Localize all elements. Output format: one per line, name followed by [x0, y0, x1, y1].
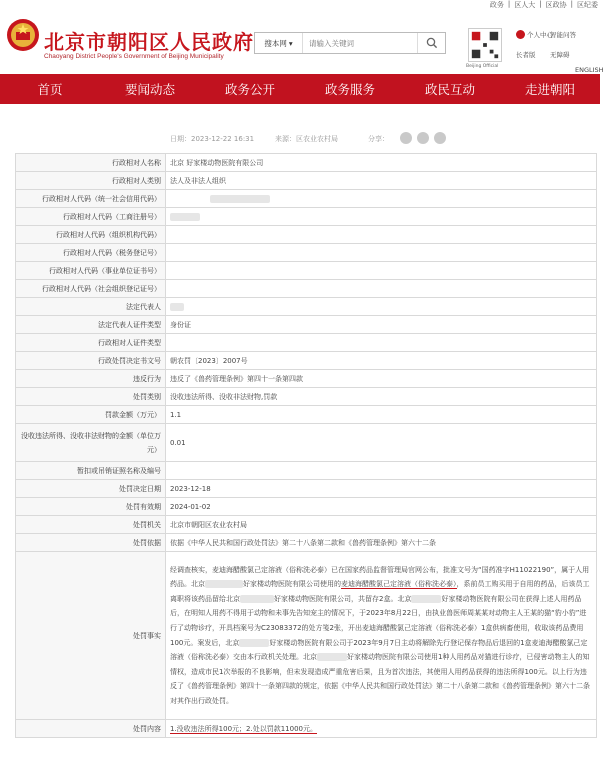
table-row: 法定代表人 [16, 298, 597, 316]
chevron-down-icon: ▾ [288, 38, 293, 48]
table-row: 行政相对人代码（税务登记号） [16, 244, 597, 262]
site-title[interactable]: 北京市朝阳区人民政府 [44, 30, 254, 54]
search-icon [426, 37, 438, 49]
table-row: 行政相对人代码（统一社会信用代码） [16, 190, 597, 208]
share-label: 分享： [368, 135, 389, 143]
table-row: 处罚有效期 2024-01-02 [16, 498, 597, 516]
table-row: 处罚决定日期 2023-12-18 [16, 480, 597, 498]
table-row: 处罚依据 依据《中华人民共和国行政处罚法》第二十八条第二款和《兽药管理条例》第六十二条 [16, 534, 597, 552]
table-row: 行政相对人代码（社会组织登记证号） [16, 280, 597, 298]
table-row: 处罚类别 没收违法所得、没收非法财物,罚款 [16, 388, 597, 406]
nav-about-chaoyang[interactable]: 走进朝阳 [524, 82, 575, 97]
table-row: 法定代表人证件类型 身份证 [16, 316, 597, 334]
top-links: 政务 | 区人大 | 区政协 | 区纪委 [490, 0, 598, 12]
table-row: 处罚机关 北京市朝阳区农业农村局 [16, 516, 597, 534]
main-nav [0, 74, 600, 104]
site-subtitle: Chaoyang District People's Government of Beijing Municipality [44, 53, 224, 60]
table-row: 罚款金额（万元） 1.1 [16, 406, 597, 424]
top-link[interactable]: 区政协 [545, 1, 567, 9]
table-row: 处罚内容 1.没收违法所得100元；2.处以罚款11000元。 [16, 720, 597, 738]
search-button[interactable] [417, 33, 445, 53]
top-link[interactable]: 政务 [489, 1, 504, 9]
elder-version-link[interactable]: 长者版 [516, 51, 536, 59]
table-row: 没收违法所得、没收非法财物的金额（单位万元） 0.01 [16, 424, 597, 462]
nav-gov-affairs[interactable]: 政务公开 [224, 82, 275, 97]
english-link[interactable]: ENGLISH [575, 66, 604, 74]
wechat-share-icon[interactable] [400, 132, 412, 144]
qr-caption: Beijing Official [466, 64, 499, 69]
accessibility-link[interactable]: 无障碍 [550, 51, 570, 59]
search-box [254, 32, 446, 54]
publish-date: 日期：2023-12-22 16:31 [170, 135, 255, 143]
top-link[interactable]: 区人大 [514, 1, 536, 9]
table-row: 行政处罚决定书文号 朝农罚〔2023〕2007号 [16, 352, 597, 370]
source: 来源：区农业农村局 [275, 135, 338, 143]
weibo-share-icon[interactable] [417, 132, 429, 144]
personal-center-link[interactable]: 个人中心 [516, 30, 553, 39]
search-scope-select[interactable]: 搜本网 ▾ [255, 33, 303, 53]
user-icon [516, 30, 525, 39]
top-link[interactable]: 区纪委 [577, 1, 598, 9]
nav-gov-services[interactable]: 政务服务 [324, 82, 375, 97]
qr-code-icon [468, 28, 502, 62]
nav-interaction[interactable]: 政民互动 [424, 82, 475, 97]
qzone-share-icon[interactable] [434, 132, 446, 144]
penalty-facts: 经调查核实，麦迪海醋酸氯己定溶液（俗称洗必泰）已在国家药品监督管理局官网公布，批准文号为“国药准字H11022190”，属于人用药品。北京 好家楼动物医院有限公司使用的麦迪海醋酸氯己定溶液（俗称洗必泰），系前员工购买用于自用的药品，后该员工离职将该药品留给北京 好家楼动物医院有限公司，共留存2盒。北京 好家楼动物医院有限公司在获得上述人用药品后，在明知人用药不得用于动物和未事先告知宠主的情况下，于2023年8月22日，由执业兽医师周某某对动物主人王某的猫“豹小豹”进行了动物诊疗，开具档案号为C23083372的处方笺2张，开出麦迪海醋酸氯己定溶液（俗称洗必泰）1盒供病畜使用，收取该药品费用100元。案发后，北京 好家楼动物医院有限公司于2023年9月7日主动将解除先行登记保存物品后退回的1盒麦迪海醋酸氯己定溶液（俗称洗必泰）交由本行政机关处理。北京 好家楼动物医院有限公司使用1种人用药品对猫进行诊疗，已侵害动物主人的知情权，造成市民1次举报的不良影响，但未发现造成严重危害后果，且为首次违法，其使用人用药品获得的违法所得100元。以上行为违反了《兽药管理条例》第四十一条第四款的规定，依据《中华人民共和国行政处罚法》第二十八条第二款和《兽药管理条例》第六十二条对其作出行政处罚。 [166, 552, 597, 720]
table-row: 行政相对人类别 法人及非法人组织 [16, 172, 597, 190]
table-row: 行政相对人代码（组织机构代码） [16, 226, 597, 244]
table-row: 违反行为 违反了《兽药管理条例》第四十一条第四款 [16, 370, 597, 388]
search-input[interactable] [303, 33, 417, 53]
highlighted-drug-name: 麦迪海醋酸氯己定溶液（俗称洗必泰） [341, 580, 457, 589]
share-buttons [400, 132, 446, 144]
table-row: 行政相对人名称 北京 好家楼动物医院有限公司 [16, 154, 597, 172]
table-row: 处罚事实 经调查核实，麦迪海醋酸氯己定溶液（俗称洗必泰）已在国家药品监督管理局官网公布，批准文号为“国药准字H11022190”，属于人用药品。北京 好家楼动物医院有限公司使用的麦迪海醋酸氯己定溶液（俗称洗必泰），系前员工购买用于自用的药品，后该员工离职将该药品留给北京 好家楼动物医院有限公司，共留存2盒。北京 好家楼动物医院有限公司在获得上述人用药品后，在明知人用药不得用于动物和未事先告知宠主的情况下，于2023年8月22日，由执业兽医师周某某对动物主人王某的猫“豹小豹”进行了动物诊疗，开具档案号为C23083372的处方笺2张，开出麦迪海醋酸氯己定溶液（俗称洗必泰）1盒供病畜使用，收取该药品费用100元。案发后，北京 好家楼动物医院有限公司于2023年9月7日主动将解除先行登记保存物品后退回的1盒麦迪海醋酸氯己定溶液（俗称洗必泰）交由本行政机关处理。北京 好家楼动物医院有限公司使用1种人用药品对猫进行诊疗，已侵害动物主人的知情权，造成市民1次举报的不良影响，但未发现造成严重危害后果，且为首次违法，其使用人用药品获得的违法所得100元。以上行为违反了《兽药管理条例》第四十一条第四款的规定，依据《中华人民共和国行政处罚法》第二十八条第二款和《兽药管理条例》第六十二条对其作出行政处罚。 [16, 552, 597, 720]
penalty-result: 1.没收违法所得100元；2.处以罚款11000元。 [170, 724, 317, 733]
site-header [0, 12, 604, 74]
nav-news[interactable]: 要闻动态 [124, 82, 175, 97]
table-row: 行政相对人证件类型 [16, 334, 597, 352]
nav-home[interactable]: 首页 [37, 82, 63, 97]
penalty-info-table [15, 153, 597, 738]
smart-qa-link[interactable]: 智能问答 [550, 31, 576, 39]
table-row: 行政相对人代码（工商注册号） [16, 208, 597, 226]
table-row: 行政相对人代码（事业单位证书号） [16, 262, 597, 280]
national-emblem-icon [6, 18, 40, 52]
table-row: 暂扣或吊销证照名称及编号 [16, 462, 597, 480]
